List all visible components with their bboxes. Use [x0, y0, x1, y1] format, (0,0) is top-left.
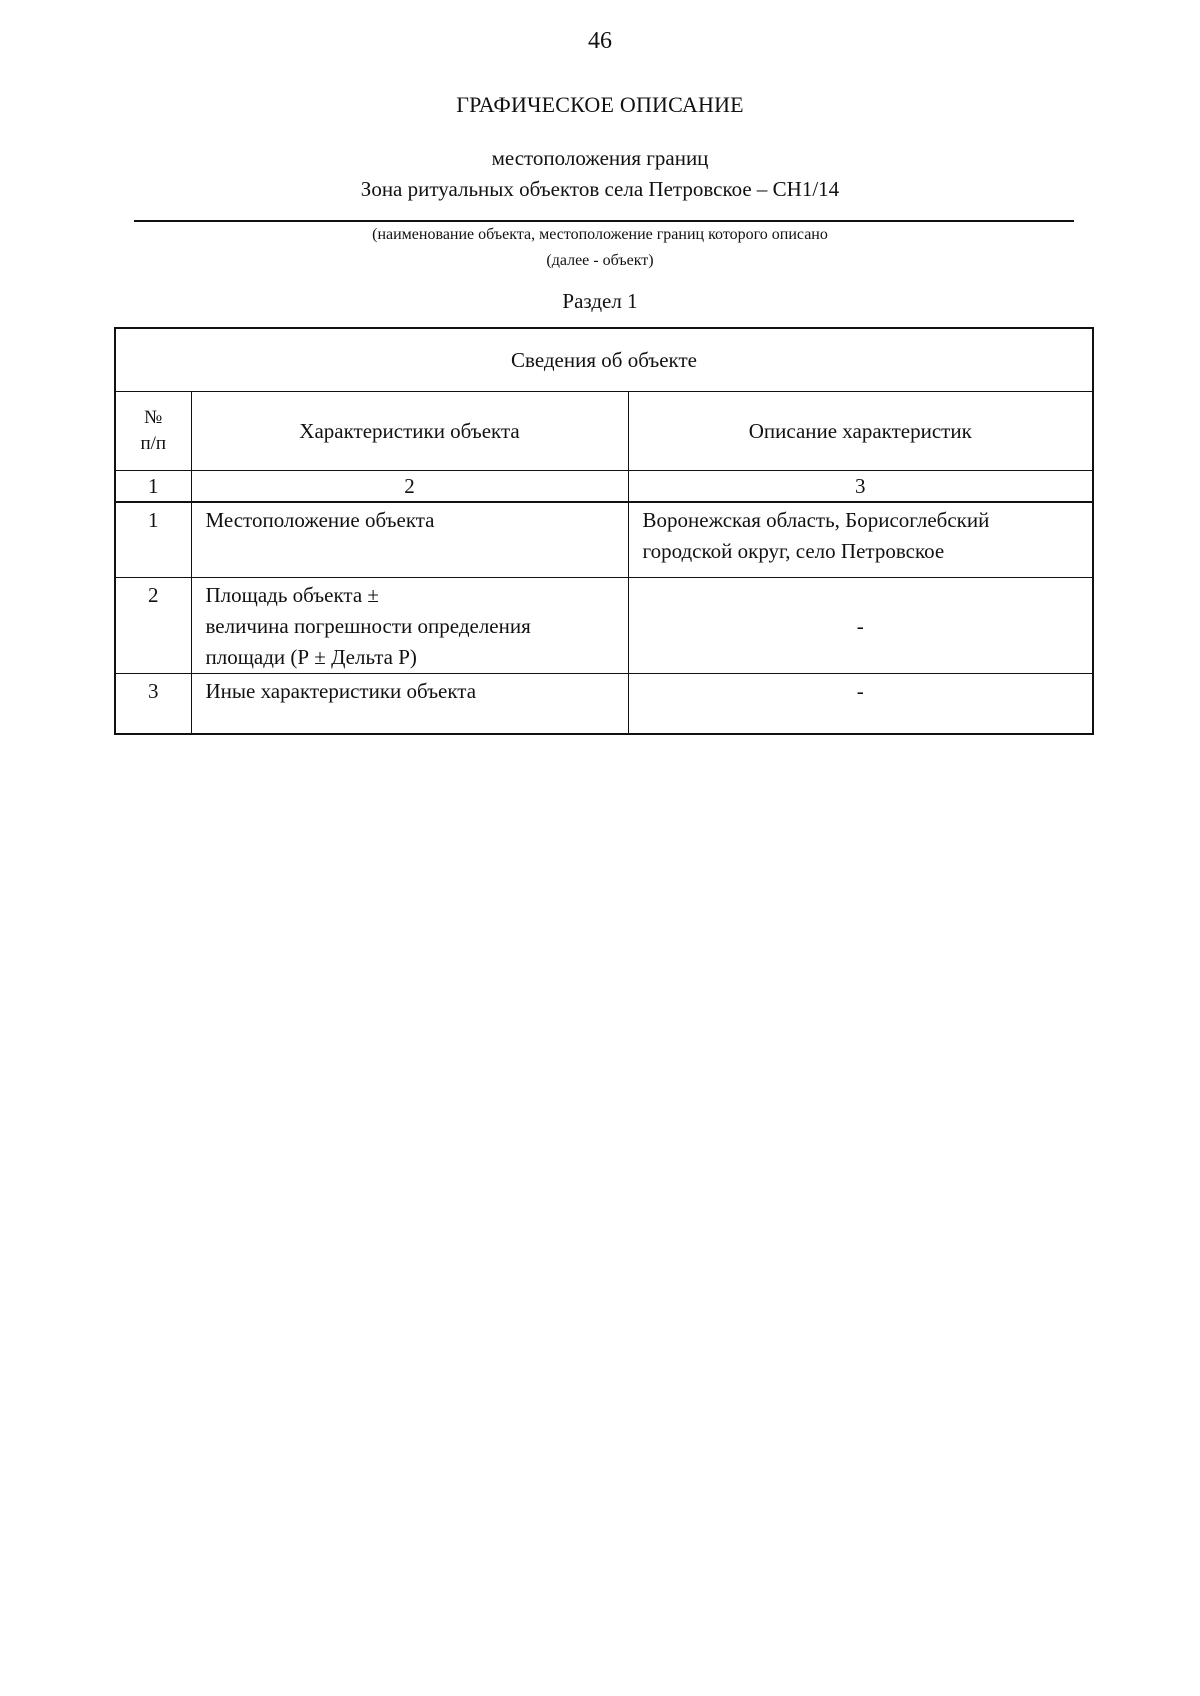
table-row [115, 578, 1093, 674]
row-description [628, 578, 1093, 674]
row-characteristic [191, 502, 628, 578]
header-characteristics: Характеристики объекта [191, 392, 628, 471]
header-number-line-2: п/п [140, 433, 167, 454]
table-caption-row [115, 328, 1093, 392]
column-index-3: 3 [628, 471, 1093, 503]
header-description: Описание характеристик [628, 392, 1093, 471]
row-characteristic-line: площади (Р ± Дельта Р) [205, 645, 417, 669]
row-characteristic-line: Иные характеристики объекта [205, 679, 477, 703]
row-description-line: - [856, 679, 864, 703]
header-number-line-1: № [144, 407, 163, 428]
document-title: ГРАФИЧЕСКОЕ ОПИСАНИЕ [456, 92, 744, 117]
row-number: 1 [115, 502, 191, 578]
table-column-index-row [115, 471, 1093, 503]
title-underline [134, 220, 1074, 222]
object-info-table [114, 327, 1094, 735]
column-index-1: 1 [115, 471, 191, 503]
page-number: 46 [588, 28, 612, 54]
row-description-line: Воронежская область, Борисоглебский [642, 508, 990, 532]
table-row [115, 502, 1093, 578]
subtitle-line-2: Зона ритуальных объектов села Петровское – СН1/14 [360, 177, 840, 201]
subtitle-line-1: местоположения границ [491, 146, 709, 170]
row-number: 2 [115, 578, 191, 674]
row-characteristic-line: Площадь объекта ± [205, 583, 379, 607]
row-description-line: городской округ, село Петровское [642, 539, 945, 563]
object-caption-line-2: (далее - объект) [546, 252, 654, 269]
section-heading: Раздел 1 [562, 289, 638, 313]
row-description [628, 674, 1093, 735]
row-description-line: - [856, 614, 864, 638]
table-caption: Сведения об объекте [115, 328, 1093, 392]
row-number: 3 [115, 674, 191, 735]
row-characteristic [191, 674, 628, 735]
column-index-2: 2 [191, 471, 628, 503]
row-characteristic-line: Местоположение объекта [205, 508, 435, 532]
object-caption-line-1: (наименование объекта, местоположение границ которого описано [372, 226, 828, 243]
row-description [628, 502, 1093, 578]
row-characteristic [191, 578, 628, 674]
row-characteristic-line: величина погрешности определения [205, 614, 531, 638]
header-number [115, 392, 191, 471]
table-row [115, 674, 1093, 735]
table-header-row [115, 392, 1093, 471]
